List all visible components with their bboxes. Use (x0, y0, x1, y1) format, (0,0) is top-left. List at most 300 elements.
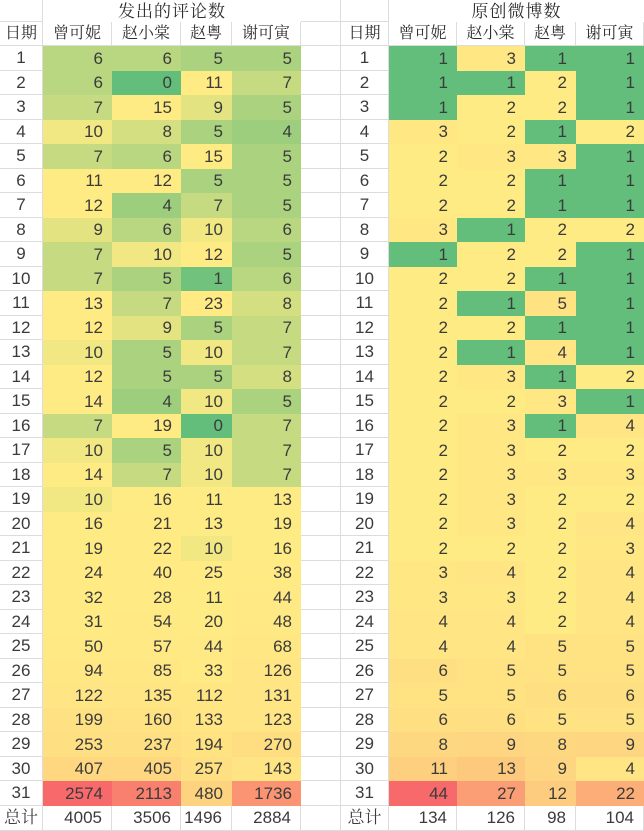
right-value-cell: 2 (457, 536, 525, 561)
left-value-cell: 253 (43, 732, 112, 757)
separator-cell (301, 512, 341, 537)
left-date-cell: 10 (0, 267, 43, 292)
left-value-cell: 25 (181, 561, 232, 586)
left-value-cell: 8 (232, 365, 301, 390)
left-value-cell: 12 (43, 365, 112, 390)
left-date-cell: 5 (0, 144, 43, 169)
left-value-cell: 16 (232, 536, 301, 561)
separator-cell (301, 634, 341, 659)
right-value-cell: 2 (389, 438, 457, 463)
left-value-cell: 143 (232, 757, 301, 782)
left-date-cell: 8 (0, 218, 43, 243)
right-value-cell: 3 (457, 365, 525, 390)
left-value-cell: 5 (181, 169, 232, 194)
left-total-value-1: 4005 (43, 806, 112, 831)
left-value-cell: 5 (181, 120, 232, 145)
right-value-cell: 3 (457, 414, 525, 439)
right-date-cell: 8 (341, 218, 389, 243)
right-value-cell: 22 (576, 781, 644, 806)
right-value-cell: 2 (576, 120, 644, 145)
left-value-cell: 5 (112, 267, 181, 292)
left-value-cell: 12 (112, 169, 181, 194)
right-value-cell: 3 (389, 561, 457, 586)
left-value-cell: 199 (43, 708, 112, 733)
right-value-cell: 5 (576, 634, 644, 659)
right-value-cell: 1 (576, 46, 644, 71)
left-value-cell: 12 (181, 242, 232, 267)
left-value-cell: 54 (112, 610, 181, 635)
right-date-cell: 21 (341, 536, 389, 561)
left-value-cell: 131 (232, 683, 301, 708)
left-value-cell: 33 (181, 659, 232, 684)
separator-cell (301, 0, 341, 22)
left-value-cell: 57 (112, 634, 181, 659)
left-value-cell: 9 (112, 316, 181, 341)
right-value-cell: 4 (389, 634, 457, 659)
separator-cell (301, 610, 341, 635)
right-date-cell: 24 (341, 610, 389, 635)
right-value-cell: 2 (389, 463, 457, 488)
left-value-cell: 7 (112, 291, 181, 316)
right-value-cell: 9 (576, 732, 644, 757)
right-value-cell: 1 (576, 71, 644, 96)
left-value-cell: 11 (181, 487, 232, 512)
right-value-cell: 1 (457, 291, 525, 316)
left-value-cell: 20 (181, 610, 232, 635)
right-value-cell: 9 (525, 757, 576, 782)
left-value-cell: 9 (181, 95, 232, 120)
right-value-cell: 3 (525, 463, 576, 488)
left-value-cell: 112 (181, 683, 232, 708)
right-value-cell: 4 (576, 757, 644, 782)
right-value-cell: 2 (525, 438, 576, 463)
left-value-cell: 1736 (232, 781, 301, 806)
right-value-cell: 2 (389, 389, 457, 414)
right-value-cell: 4 (457, 634, 525, 659)
separator-cell (301, 414, 341, 439)
left-value-cell: 7 (43, 144, 112, 169)
left-value-cell: 19 (43, 536, 112, 561)
left-date-cell: 26 (0, 659, 43, 684)
right-total-value-2: 126 (457, 806, 525, 831)
right-value-cell: 3 (525, 389, 576, 414)
separator-cell (301, 71, 341, 96)
left-date-cell: 18 (0, 463, 43, 488)
left-value-cell: 6 (112, 144, 181, 169)
right-value-cell: 5 (525, 291, 576, 316)
left-value-cell: 12 (43, 316, 112, 341)
left-date-cell: 7 (0, 193, 43, 218)
right-value-cell: 2 (525, 536, 576, 561)
left-value-cell: 5 (232, 95, 301, 120)
left-value-cell: 123 (232, 708, 301, 733)
left-value-cell: 257 (181, 757, 232, 782)
left-date-cell: 29 (0, 732, 43, 757)
left-value-cell: 5 (232, 389, 301, 414)
left-date-cell: 1 (0, 46, 43, 71)
right-value-cell: 1 (389, 242, 457, 267)
right-value-cell: 2 (576, 438, 644, 463)
right-value-cell: 1 (525, 267, 576, 292)
right-value-cell: 9 (457, 732, 525, 757)
left-total-value-3: 1496 (181, 806, 232, 831)
right-value-cell: 5 (576, 708, 644, 733)
right-value-cell: 4 (457, 610, 525, 635)
right-value-cell: 1 (525, 169, 576, 194)
separator-cell (301, 95, 341, 120)
right-date-cell: 20 (341, 512, 389, 537)
separator-cell (301, 267, 341, 292)
right-value-cell: 2 (525, 512, 576, 537)
separator-cell (301, 365, 341, 390)
right-value-cell: 4 (576, 561, 644, 586)
left-date-cell: 28 (0, 708, 43, 733)
right-value-cell: 1 (389, 71, 457, 96)
separator-cell (301, 487, 341, 512)
left-value-cell: 8 (232, 291, 301, 316)
right-value-cell: 2 (389, 169, 457, 194)
right-value-cell: 1 (576, 169, 644, 194)
left-value-cell: 5 (181, 46, 232, 71)
left-date-cell: 20 (0, 512, 43, 537)
left-value-cell: 7 (232, 438, 301, 463)
separator-cell (301, 438, 341, 463)
right-value-cell: 1 (576, 389, 644, 414)
right-value-cell: 1 (525, 46, 576, 71)
right-date-header: 日期 (341, 22, 389, 46)
right-value-cell: 4 (525, 340, 576, 365)
left-value-cell: 4 (232, 120, 301, 145)
left-value-cell: 4 (112, 193, 181, 218)
right-date-cell: 22 (341, 561, 389, 586)
right-date-cell: 1 (341, 46, 389, 71)
left-value-cell: 5 (232, 46, 301, 71)
left-value-cell: 122 (43, 683, 112, 708)
right-value-cell: 8 (389, 732, 457, 757)
left-date-header: 日期 (0, 22, 43, 46)
left-value-cell: 10 (181, 389, 232, 414)
right-date-cell: 17 (341, 438, 389, 463)
left-value-cell: 50 (43, 634, 112, 659)
left-date-cell: 15 (0, 389, 43, 414)
left-value-cell: 194 (181, 732, 232, 757)
right-value-cell: 3 (457, 438, 525, 463)
left-value-cell: 13 (181, 512, 232, 537)
left-value-cell: 6 (232, 267, 301, 292)
right-value-cell: 27 (457, 781, 525, 806)
right-value-cell: 5 (457, 659, 525, 684)
left-value-cell: 7 (232, 316, 301, 341)
right-date-cell: 28 (341, 708, 389, 733)
left-value-cell: 11 (181, 585, 232, 610)
right-value-cell: 12 (525, 781, 576, 806)
right-total-value-1: 134 (389, 806, 457, 831)
right-date-cell: 6 (341, 169, 389, 194)
left-date-cell: 16 (0, 414, 43, 439)
right-date-cell: 29 (341, 732, 389, 757)
right-value-cell: 1 (457, 218, 525, 243)
right-value-cell: 2 (525, 95, 576, 120)
left-value-cell: 5 (232, 193, 301, 218)
left-value-cell: 6 (43, 71, 112, 96)
left-value-cell: 2113 (112, 781, 181, 806)
left-date-cell: 25 (0, 634, 43, 659)
left-date-cell: 19 (0, 487, 43, 512)
left-value-cell: 15 (181, 144, 232, 169)
right-value-cell: 6 (389, 659, 457, 684)
right-value-cell: 4 (576, 610, 644, 635)
left-value-cell: 7 (43, 95, 112, 120)
left-value-cell: 133 (181, 708, 232, 733)
separator-cell (301, 781, 341, 806)
right-value-cell: 1 (576, 95, 644, 120)
right-value-cell: 3 (457, 463, 525, 488)
right-column-header-4: 谢可寅 (576, 22, 644, 46)
left-value-cell: 10 (181, 536, 232, 561)
right-value-cell: 1 (576, 242, 644, 267)
separator-cell (301, 193, 341, 218)
left-value-cell: 2574 (43, 781, 112, 806)
right-date-cell: 18 (341, 463, 389, 488)
separator-cell (301, 708, 341, 733)
left-date-cell: 24 (0, 610, 43, 635)
right-value-cell: 2 (389, 340, 457, 365)
left-value-cell: 12 (43, 193, 112, 218)
left-value-cell: 5 (181, 365, 232, 390)
left-value-cell: 14 (43, 389, 112, 414)
right-date-cell: 2 (341, 71, 389, 96)
right-value-cell: 5 (525, 708, 576, 733)
right-value-cell: 2 (576, 487, 644, 512)
right-value-cell: 6 (525, 683, 576, 708)
separator-cell (301, 46, 341, 71)
left-value-cell: 10 (43, 438, 112, 463)
left-value-cell: 44 (232, 585, 301, 610)
left-value-cell: 5 (232, 242, 301, 267)
left-date-cell: 27 (0, 683, 43, 708)
left-value-cell: 21 (112, 512, 181, 537)
right-value-cell: 2 (389, 291, 457, 316)
left-value-cell: 10 (181, 438, 232, 463)
left-value-cell: 94 (43, 659, 112, 684)
right-date-cell: 16 (341, 414, 389, 439)
separator-cell (301, 389, 341, 414)
right-value-cell: 6 (457, 708, 525, 733)
right-value-cell: 1 (389, 95, 457, 120)
right-value-cell: 2 (457, 242, 525, 267)
right-value-cell: 4 (576, 512, 644, 537)
left-date-cell: 21 (0, 536, 43, 561)
left-value-cell: 10 (43, 120, 112, 145)
right-value-cell: 11 (389, 757, 457, 782)
right-value-cell: 4 (576, 414, 644, 439)
left-date-cell: 13 (0, 340, 43, 365)
right-value-cell: 2 (457, 193, 525, 218)
left-value-cell: 7 (43, 267, 112, 292)
right-total-value-4: 104 (576, 806, 644, 831)
left-column-header-4: 谢可寅 (232, 22, 301, 46)
left-value-cell: 19 (232, 512, 301, 537)
right-value-cell: 2 (457, 169, 525, 194)
right-value-cell: 8 (525, 732, 576, 757)
right-date-cell: 30 (341, 757, 389, 782)
right-value-cell: 4 (576, 585, 644, 610)
left-date-cell: 23 (0, 585, 43, 610)
left-value-cell: 38 (232, 561, 301, 586)
right-value-cell: 1 (576, 267, 644, 292)
right-value-cell: 2 (525, 218, 576, 243)
left-value-cell: 23 (181, 291, 232, 316)
right-value-cell: 2 (389, 414, 457, 439)
left-value-cell: 6 (232, 218, 301, 243)
left-date-cell: 4 (0, 120, 43, 145)
right-value-cell: 6 (576, 683, 644, 708)
left-date-cell: 17 (0, 438, 43, 463)
separator-cell (301, 291, 341, 316)
right-value-cell: 3 (457, 46, 525, 71)
right-value-cell: 1 (576, 193, 644, 218)
left-value-cell: 480 (181, 781, 232, 806)
right-value-cell: 2 (389, 316, 457, 341)
left-value-cell: 8 (112, 120, 181, 145)
right-value-cell: 5 (576, 659, 644, 684)
right-date-cell: 5 (341, 144, 389, 169)
left-value-cell: 7 (181, 193, 232, 218)
left-value-cell: 0 (181, 414, 232, 439)
separator-cell (301, 144, 341, 169)
left-column-header-2: 赵小棠 (112, 22, 181, 46)
left-value-cell: 32 (43, 585, 112, 610)
left-value-cell: 5 (232, 169, 301, 194)
right-date-cell: 19 (341, 487, 389, 512)
separator-cell (301, 683, 341, 708)
left-value-cell: 5 (112, 365, 181, 390)
right-value-cell: 6 (389, 708, 457, 733)
right-value-cell: 1 (576, 144, 644, 169)
right-date-cell: 26 (341, 659, 389, 684)
left-date-cell: 30 (0, 757, 43, 782)
right-value-cell: 2 (389, 267, 457, 292)
right-value-cell: 44 (389, 781, 457, 806)
left-total-value-4: 2884 (232, 806, 301, 831)
separator-cell (301, 169, 341, 194)
left-date-cell: 9 (0, 242, 43, 267)
right-value-cell: 5 (457, 683, 525, 708)
separator-cell (301, 218, 341, 243)
right-value-cell: 1 (576, 316, 644, 341)
right-value-cell: 2 (525, 561, 576, 586)
left-value-cell: 22 (112, 536, 181, 561)
left-value-cell: 4 (112, 389, 181, 414)
right-value-cell: 2 (525, 585, 576, 610)
left-value-cell: 10 (181, 218, 232, 243)
right-date-cell: 31 (341, 781, 389, 806)
left-value-cell: 10 (112, 242, 181, 267)
right-value-cell: 2 (389, 536, 457, 561)
left-column-header-1: 曾可妮 (43, 22, 112, 46)
right-date-cell: 11 (341, 291, 389, 316)
left-date-cell: 11 (0, 291, 43, 316)
right-value-cell: 13 (457, 757, 525, 782)
right-value-cell: 3 (576, 536, 644, 561)
left-value-cell: 7 (232, 414, 301, 439)
right-total-label: 总计 (341, 806, 389, 831)
right-value-cell: 1 (576, 340, 644, 365)
right-value-cell: 3 (389, 218, 457, 243)
left-value-cell: 11 (43, 169, 112, 194)
left-value-cell: 85 (112, 659, 181, 684)
separator-cell (301, 585, 341, 610)
left-value-cell: 19 (112, 414, 181, 439)
left-value-cell: 5 (232, 144, 301, 169)
right-value-cell: 5 (389, 683, 457, 708)
right-value-cell: 3 (389, 120, 457, 145)
right-date-cell: 23 (341, 585, 389, 610)
left-value-cell: 7 (232, 340, 301, 365)
right-value-cell: 1 (457, 71, 525, 96)
right-value-cell: 3 (457, 144, 525, 169)
right-value-cell: 2 (525, 610, 576, 635)
left-value-cell: 44 (181, 634, 232, 659)
left-value-cell: 126 (232, 659, 301, 684)
right-value-cell: 2 (389, 365, 457, 390)
left-value-cell: 15 (112, 95, 181, 120)
left-value-cell: 405 (112, 757, 181, 782)
left-value-cell: 68 (232, 634, 301, 659)
right-value-cell: 2 (457, 389, 525, 414)
right-column-header-2: 赵小棠 (457, 22, 525, 46)
separator-cell (301, 316, 341, 341)
left-date-cell: 6 (0, 169, 43, 194)
separator-cell (301, 22, 341, 46)
left-value-cell: 270 (232, 732, 301, 757)
right-value-cell: 1 (576, 291, 644, 316)
separator-cell (301, 659, 341, 684)
left-total-label: 总计 (0, 806, 43, 831)
right-value-cell: 1 (525, 193, 576, 218)
right-date-cell: 14 (341, 365, 389, 390)
left-value-cell: 16 (112, 487, 181, 512)
right-value-cell: 4 (389, 610, 457, 635)
right-value-cell: 2 (525, 487, 576, 512)
separator-cell (301, 120, 341, 145)
left-value-cell: 28 (112, 585, 181, 610)
separator-cell (301, 757, 341, 782)
left-value-cell: 6 (112, 218, 181, 243)
left-date-cell: 12 (0, 316, 43, 341)
left-value-cell: 48 (232, 610, 301, 635)
left-value-cell: 11 (181, 71, 232, 96)
right-date-cell: 27 (341, 683, 389, 708)
right-value-cell: 3 (525, 144, 576, 169)
separator-cell (301, 536, 341, 561)
separator-cell (301, 732, 341, 757)
right-date-cell: 25 (341, 634, 389, 659)
right-value-cell: 3 (576, 463, 644, 488)
right-value-cell: 2 (576, 365, 644, 390)
left-value-cell: 10 (43, 340, 112, 365)
left-value-cell: 7 (232, 71, 301, 96)
right-table-title: 原创微博数 (471, 1, 562, 21)
right-value-cell: 1 (525, 365, 576, 390)
right-date-cell: 3 (341, 95, 389, 120)
left-date-cell: 31 (0, 781, 43, 806)
left-value-cell: 6 (43, 46, 112, 71)
left-value-cell: 5 (112, 438, 181, 463)
right-value-cell: 2 (525, 242, 576, 267)
left-value-cell: 7 (43, 414, 112, 439)
left-value-cell: 7 (43, 242, 112, 267)
